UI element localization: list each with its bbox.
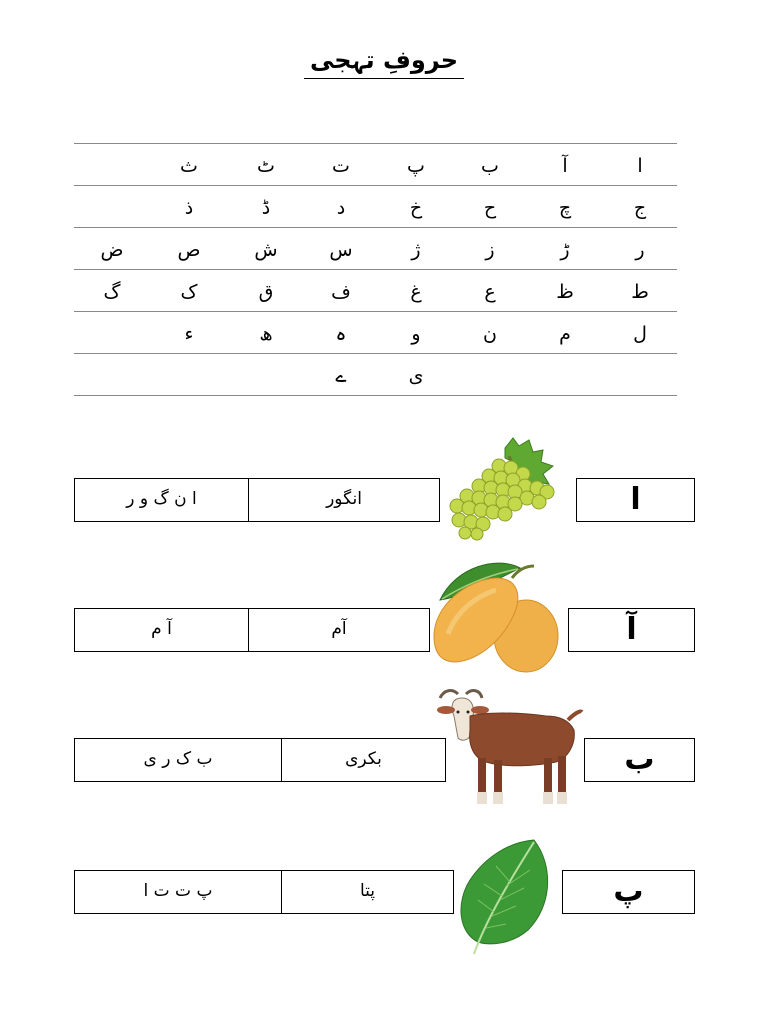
word-box [74, 608, 430, 652]
alphabet-letter: ن [483, 323, 497, 345]
alphabet-letter: ذ [184, 197, 194, 219]
alphabet-letter: ہ [335, 323, 347, 345]
alphabet-letter: ز [485, 239, 495, 261]
alphabet-letter: ڑ [560, 239, 570, 261]
alphabet-letter: ڈ [261, 197, 271, 219]
alphabet-letter: ض [100, 239, 124, 261]
page-title: حروفِ تہجی [0, 46, 768, 79]
alphabet-letter [82, 354, 142, 395]
alphabet-letter [82, 144, 142, 185]
alphabet-letter: ق [258, 281, 274, 303]
letter-text: پ [613, 874, 644, 909]
alphabet-letter: پ [407, 155, 425, 177]
alphabet-letter: ف [331, 281, 351, 303]
spelled-word: آ م [151, 619, 172, 639]
alphabet-letter: ھ [259, 323, 273, 345]
alphabet-letter: س [329, 239, 353, 261]
alphabet-letter [610, 354, 670, 395]
word-text: آم [331, 619, 347, 639]
word-box [74, 738, 446, 782]
letter-box [584, 738, 695, 782]
alphabet-letter: ح [483, 197, 497, 219]
alphabet-letter: ژ [411, 239, 421, 261]
alphabet-letter [460, 354, 520, 395]
alphabet-table [74, 143, 677, 396]
leaf-icon [456, 836, 556, 956]
alphabet-letter: ع [484, 281, 496, 303]
alphabet-row [74, 144, 677, 186]
alphabet-letter: آ [562, 155, 568, 177]
letter-box [562, 870, 695, 914]
alphabet-row [74, 270, 677, 312]
goat-icon [436, 686, 586, 810]
word-text: بکری [345, 749, 382, 769]
alphabet-letter: ب [481, 155, 499, 177]
alphabet-row [74, 228, 677, 270]
word-box [74, 478, 440, 522]
letter-box [568, 608, 695, 652]
alphabet-letter: ش [254, 239, 278, 261]
alphabet-letter: ء [184, 323, 194, 345]
alphabet-letter: د [336, 197, 346, 219]
alphabet-letter: گ [103, 281, 121, 303]
letter-box [576, 478, 695, 522]
alphabet-letter [82, 312, 142, 353]
alphabet-letter: ٹ [257, 155, 275, 177]
alphabet-letter: چ [558, 197, 572, 219]
alphabet-letter: ص [177, 239, 201, 261]
alphabet-row [74, 312, 677, 354]
alphabet-letter: و [411, 323, 421, 345]
alphabet-letter [82, 186, 142, 227]
alphabet-letter: م [559, 323, 571, 345]
alphabet-letter: ط [631, 281, 649, 303]
letter-text: ا [630, 482, 641, 517]
alphabet-letter: ا [637, 155, 643, 177]
alphabet-letter: ج [633, 197, 647, 219]
letter-text: آ [626, 612, 637, 647]
spelled-word: پ ت ت ا [143, 881, 213, 901]
alphabet-letter: غ [410, 281, 422, 303]
alphabet-row [74, 354, 677, 396]
alphabet-letter: ے [335, 365, 347, 387]
grapes-icon [443, 434, 567, 542]
letter-text: ب [624, 742, 655, 777]
alphabet-letter [159, 354, 219, 395]
alphabet-letter: ل [633, 323, 647, 345]
alphabet-row [74, 186, 677, 228]
spelled-word: ب ک ر ی [143, 749, 213, 769]
word-text: انگور [326, 489, 362, 509]
alphabet-letter: ث [180, 155, 198, 177]
alphabet-letter: ر [635, 239, 645, 261]
word-text: پتا [359, 881, 376, 901]
spelled-word: ا ن گ و ر [126, 489, 197, 509]
alphabet-letter: ک [180, 281, 198, 303]
alphabet-letter: ظ [556, 281, 574, 303]
alphabet-letter [236, 354, 296, 395]
alphabet-letter: ت [332, 155, 350, 177]
alphabet-letter [535, 354, 595, 395]
alphabet-letter: ی [408, 365, 424, 387]
mango-icon [426, 556, 566, 674]
alphabet-letter: خ [409, 197, 423, 219]
word-box [74, 870, 454, 914]
